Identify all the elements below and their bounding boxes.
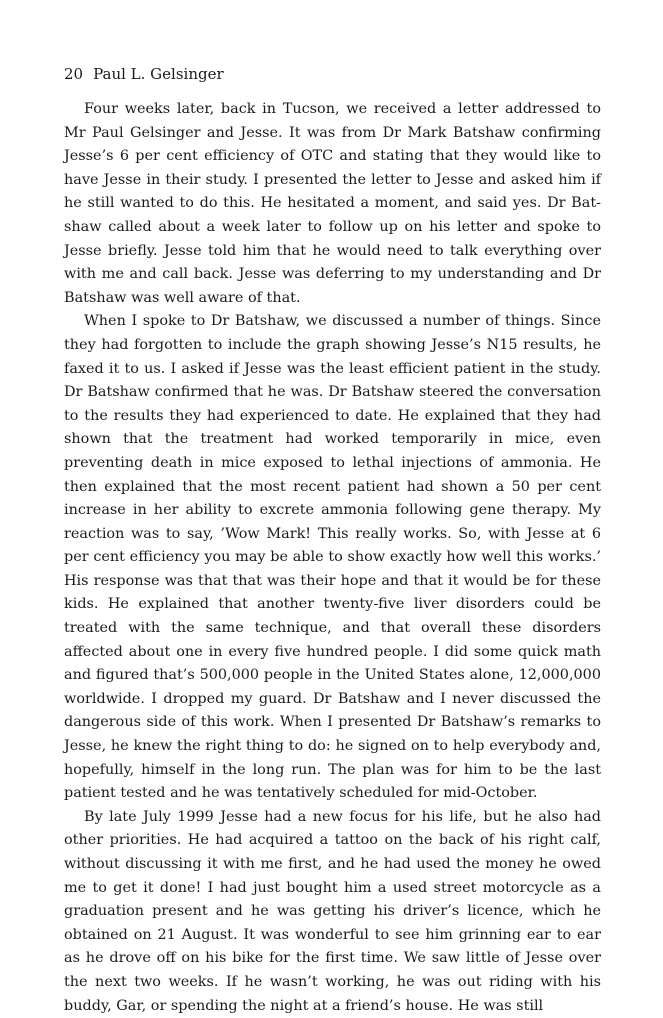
page-number: 20 bbox=[64, 65, 84, 83]
running-head bbox=[64, 64, 601, 84]
running-head-author: Paul L. Gelsinger bbox=[93, 65, 224, 83]
paragraph-3: By late July 1999 Jesse had a new focus for his life, but he also had other priorities. He had acquired a tattoo on the back of his right calf, without discussing it with me first, and he had used the money he owed me to get it done! I had just bought him a used street motorcycle as a graduation present and he was getting his driver’s licence, which he obtained on 21 August. It was wonderful to see him grinning ear to ear as he drove off on his bike for the first time. We saw little of Jesse over the next two weeks. If he wasn’t working, he was out riding with his buddy, Gar, or spending the night at a friend’s house. He was still bbox=[64, 808, 601, 1014]
paragraph-2: When I spoke to Dr Batshaw, we discussed a number of things. Since they had forgotten to include the graph showing Jesse’s N15 results, he faxed it to us. I asked if Jesse was the least efficient patient in the study. Dr Batshaw confirmed that he was. Dr Batshaw steered the conversation to the results they had experienced to date. He explained that they had shown that the treatment had worked temporarily in mice, even preventing death in mice exposed to lethal injections of ammonia. He then explained that the most recent patient had shown a 50 per cent increase in her ability to excrete ammonia following gene therapy. My reaction was to say, ’Wow Mark! This really works. So, with Jesse at 6 per cent efficiency you may be able to show exactly how well this works.’ His response was that that was their hope and that it would be for these kids. He explained that another twenty-five liver disorders could be treated with the same technique, and that overall these disorders affected about one in every five hundred people. I did some quick math and figured that’s 500,000 people in the United States alone, 12,000,000 worldwide. I dropped my guard. Dr Batshaw and I never discussed the dangerous side of this work. When I presented Dr Batshaw’s remarks to Jesse, he knew the right thing to do: he signed on to help everybody and, hopefully, himself in the long run. The plan was for him to be the last patient tested and he was tentatively scheduled for mid-October. bbox=[64, 313, 601, 802]
book-page bbox=[64, 64, 601, 1018]
paragraph-1: Four weeks later, back in Tucson, we received a letter addressed to Mr Paul Gelsinger and Jesse. It was from Dr Mark Batshaw confirming Jesse’s 6 per cent efficiency of OTC and stating that they would like to have Jesse in their study. I presented the letter to Jesse and asked him if he still wanted to do this. He hesitated a moment, and said yes. Dr Batshaw called about a week later to follow up on his letter and spoke to Jesse briefly. Jesse told him that he would need to talk everything over with me and call back. Jesse was deferring to my understanding and Dr Batshaw was well aware of that. bbox=[64, 101, 601, 306]
body-text bbox=[64, 98, 601, 1018]
